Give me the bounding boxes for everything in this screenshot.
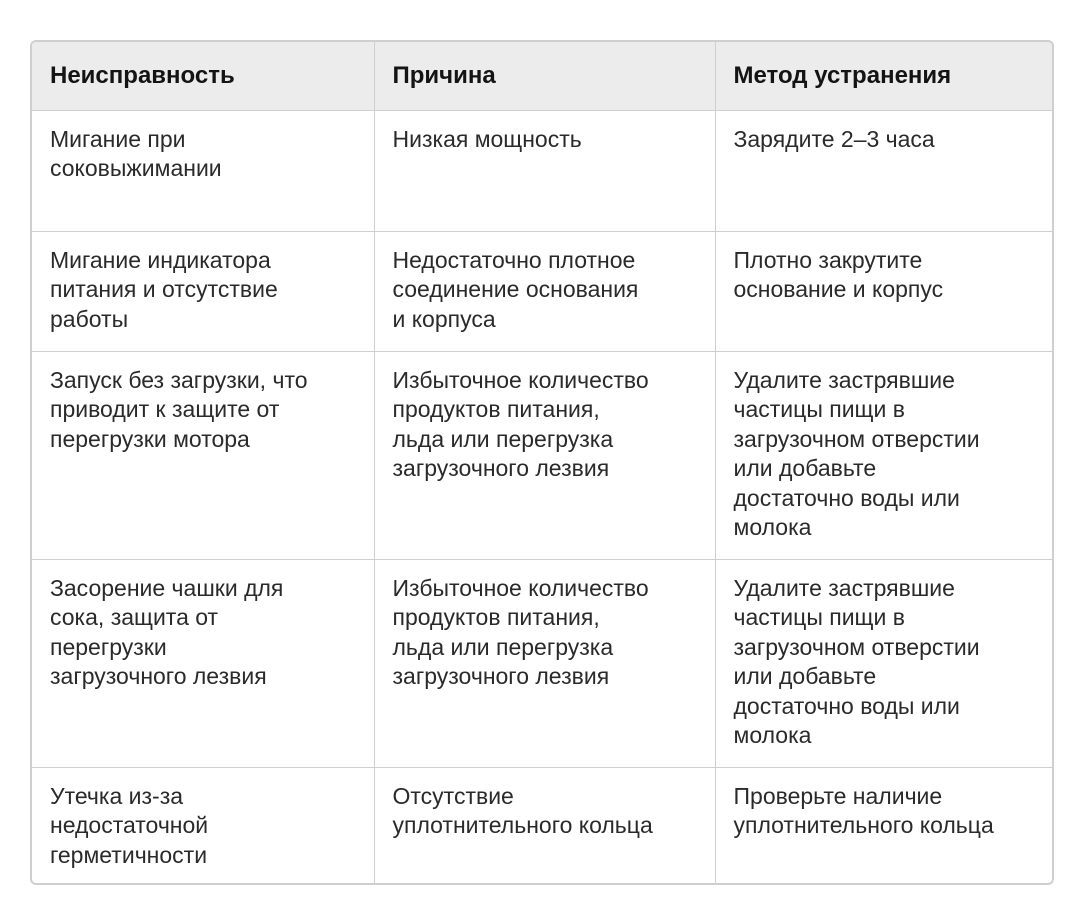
cell-fault-text: Мигание индикатора питания и отсутствие работы [50, 246, 278, 332]
cell-fix [715, 767, 1054, 885]
cell-cause-text: Низкая мощность [392, 125, 582, 152]
cell-fix-text: Проверьте наличие уплотнительного кольца [733, 782, 994, 838]
cell-fix [715, 351, 1054, 559]
cell-fault [32, 351, 374, 559]
cell-cause [374, 767, 715, 885]
table-row [32, 351, 1054, 559]
cell-fix-text: Удалите застрявшие частицы пищи в загрузочном отверстии или добавьте достаточно воды или молока [733, 574, 980, 748]
header-fix: Метод устранения [715, 42, 1054, 110]
cell-fix-text: Зарядите 2–3 часа [733, 125, 935, 152]
table-header-row [32, 42, 1054, 110]
cell-cause [374, 110, 715, 231]
cell-fault [32, 231, 374, 351]
cell-fault [32, 110, 374, 231]
cell-fix [715, 110, 1054, 231]
cell-fault [32, 559, 374, 767]
table-row [32, 231, 1054, 351]
table-row [32, 110, 1054, 231]
table-row [32, 767, 1054, 885]
troubleshooting-table [30, 40, 1054, 885]
cell-cause-text: Избыточное количество продуктов питания, льда или перегрузка загрузочного лезвия [392, 574, 649, 689]
cell-fix-text: Плотно закрутите основание и корпус [733, 246, 944, 302]
header-fault: Неисправность [32, 42, 374, 110]
cell-cause [374, 351, 715, 559]
cell-fix [715, 231, 1054, 351]
cell-fix-text: Удалите застрявшие частицы пищи в загрузочном отверстии или добавьте достаточно воды или молока [733, 366, 980, 540]
cell-fault-text: Запуск без загрузки, что приводит к защите от перегрузки мотора [50, 366, 308, 452]
cell-cause [374, 559, 715, 767]
cell-fault-text: Мигание при соковыжимании [50, 125, 222, 181]
cell-cause-text: Избыточное количество продуктов питания, льда или перегрузка загрузочного лезвия [392, 366, 649, 481]
troubleshooting-grid [32, 42, 1054, 885]
cell-fault-text: Утечка из-за недостаточной герметичности [50, 782, 209, 868]
cell-cause-text: Отсутствие уплотнительного кольца [392, 782, 653, 838]
cell-cause-text: Недостаточно плотное соединение основания и корпуса [392, 246, 639, 332]
cell-fix [715, 559, 1054, 767]
cell-fault-text: Засорение чашки для сока, защита от перегрузки загрузочного лезвия [50, 574, 284, 689]
table-row [32, 559, 1054, 767]
header-cause: Причина [374, 42, 715, 110]
cell-fault [32, 767, 374, 885]
cell-cause [374, 231, 715, 351]
